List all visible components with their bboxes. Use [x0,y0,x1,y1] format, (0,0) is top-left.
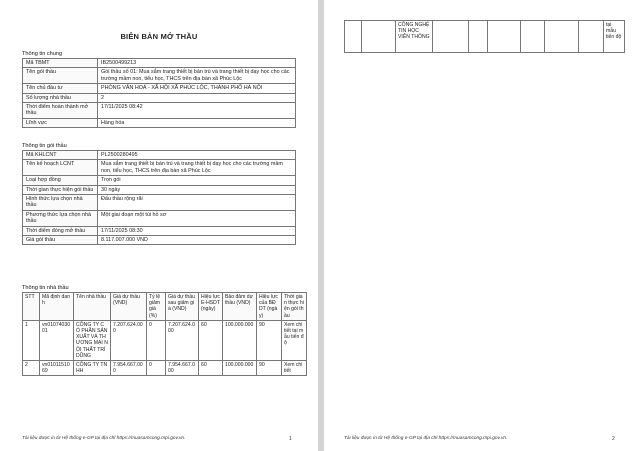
field-value: PL2500280495 [98,151,296,160]
package-info-row [23,226,296,235]
column-header: Hiệu lực của BĐ DT (ngày) [257,293,282,321]
general-info-row [23,84,296,93]
table-cell: 90 [257,361,282,376]
table-cell: 0 [147,320,166,360]
table-cell: CÔNG NGHỆ TIN HỌC VIỄN THÔNG [396,21,433,53]
field-label: Tên gói thầu [23,68,98,84]
column-header: Giá dự thầu sau giảm giá (VND) [166,293,199,321]
table-cell: vn0101151069 [40,361,74,376]
table-cell: 0 [147,361,166,376]
field-value: Mua sắm trang thiết bị bán trú và trang thiết bị dạy học cho các trường mầm non, tiểu học, THCS trên địa bàn xã Phúc Lộc [98,160,296,176]
table-cell: 7.954.667.000 [166,361,199,376]
field-value: Hàng hóa [98,118,296,127]
package-info-row [23,236,296,245]
table-cell [579,21,604,53]
field-label: Giá gói thầu [23,236,98,245]
table-cell: 7.954.667.000 [111,361,147,376]
table-cell: 7.207.624.000 [111,320,147,360]
document-title: BIÊN BẢN MỞ THẦU [120,32,198,41]
table-cell: 60 [199,361,223,376]
general-info-row [23,93,296,102]
table-cell [521,21,545,53]
table-cell: vn0107403001 [40,320,74,360]
table-cell: CÔNG TY TNHH [74,361,111,376]
table-cell: 90 [257,320,282,360]
table-cell: 60 [199,320,223,360]
field-value: Một giai đoạn một túi hồ sơ [98,210,296,226]
general-info-row [23,59,296,68]
general-info-row [23,103,296,119]
field-label: Số lượng nhà thầu [23,93,98,102]
table-cell [433,21,469,53]
page-footer: Tài liệu được in từ Hệ thống e-GP tại địa chỉ https://muasamcong.mpi.gov.vn. [344,436,508,441]
field-label: Loại hợp đồng [23,176,98,185]
field-label: Tên chủ đầu tư [23,84,98,93]
general-info-heading: Thông tin chung [22,51,63,57]
general-info-row [23,118,296,127]
package-info-table [22,150,296,245]
table-cell [362,21,396,53]
field-value: 17/11/2025 08:42 [98,103,296,119]
column-header: Giá dự thầu (VND) [111,293,147,321]
field-value: 2 [98,93,296,102]
field-value: 30 ngày [98,185,296,194]
field-label: Mã KHLCNT [23,151,98,160]
table-cell [545,21,579,53]
field-label: Thời gian thực hiện gói thầu [23,185,98,194]
field-label: Tên kế hoạch LCNT [23,160,98,176]
page-number: 2 [612,436,615,442]
field-label: Hình thức lựa chọn nhà thầu [23,195,98,211]
bidder-table-continuation [344,20,625,53]
package-info-row [23,210,296,226]
table-cell: Xem chi tiết [282,361,307,376]
table-cell [469,21,488,53]
column-header: Tên nhà thầu [74,293,111,321]
table-cell: 1 [23,320,40,360]
column-header: Hiệu lực E-HSDT (ngày) [199,293,223,321]
page-footer: Tài liệu được in từ Hệ thống e-GP tại địa chỉ https://muasamcong.mpi.gov.vn. [22,436,186,441]
field-label: Lĩnh vực [23,118,98,127]
table-row [23,361,307,376]
table-cell: 2 [23,361,40,376]
table-cell: Xem chi tiết tại mẫu tiến độ [282,320,307,360]
field-label: Mã TBMT [23,59,98,68]
field-value: 8.117.007.000 VND [98,236,296,245]
field-value: 17/11/2025 08:30 [98,226,296,235]
bidder-table [22,292,307,376]
field-value: Gói thầu số 01: Mua sắm trang thiết bị bán trú và trang thiết bị dạy học cho các trường mầm non, tiểu học, THCS trên địa bàn xã Phúc Lộc [98,68,296,84]
document-page-2 [324,0,640,451]
table-cell [488,21,521,53]
table-cell: 100.000.000 [223,320,257,360]
column-header: Bảo đảm dự thầu (VND) [223,293,257,321]
field-value: Đấu thầu rộng rãi [98,195,296,211]
column-header: Thời gian thực hiện gói thầu [282,293,307,321]
field-value: PHÒNG VĂN HOÁ - XÃ HỘI XÃ PHÚC LỘC, THÀNH PHỐ HÀ NỘI [98,84,296,93]
field-label: Thời điểm đóng mở thầu [23,226,98,235]
general-info-row [23,68,296,84]
table-cell: 100.000.000 [223,361,257,376]
field-value: IB2500499213 [98,59,296,68]
table-row [23,320,307,360]
package-info-row [23,151,296,160]
package-info-row [23,160,296,176]
package-info-heading: Thông tin gói thầu [22,143,67,149]
package-info-row [23,185,296,194]
table-cell: CÔNG TY CỔ PHẦN SẢN XUẤT VÀ THƯƠNG MẠI NỘI THẤT TRÍ DŨNG [74,320,111,360]
column-header: Mã định danh [40,293,74,321]
table-cell: 7.207.624.000 [166,320,199,360]
package-info-row [23,195,296,211]
document-page-1 [0,0,318,451]
table-cell: tại mẫu tiến độ [604,21,625,53]
column-header: Tỷ lệ giảm giá (%) [147,293,166,321]
table-cell [345,21,362,53]
bidder-info-heading: Thông tin nhà thầu [22,285,69,291]
general-info-table [22,58,296,128]
field-label: Thời điểm hoàn thành mở thầu [23,103,98,119]
page-number: 1 [289,436,292,442]
package-info-row [23,176,296,185]
column-header: STT [23,293,40,321]
field-label: Phương thức lựa chọn nhà thầu [23,210,98,226]
field-value: Trọn gói [98,176,296,185]
